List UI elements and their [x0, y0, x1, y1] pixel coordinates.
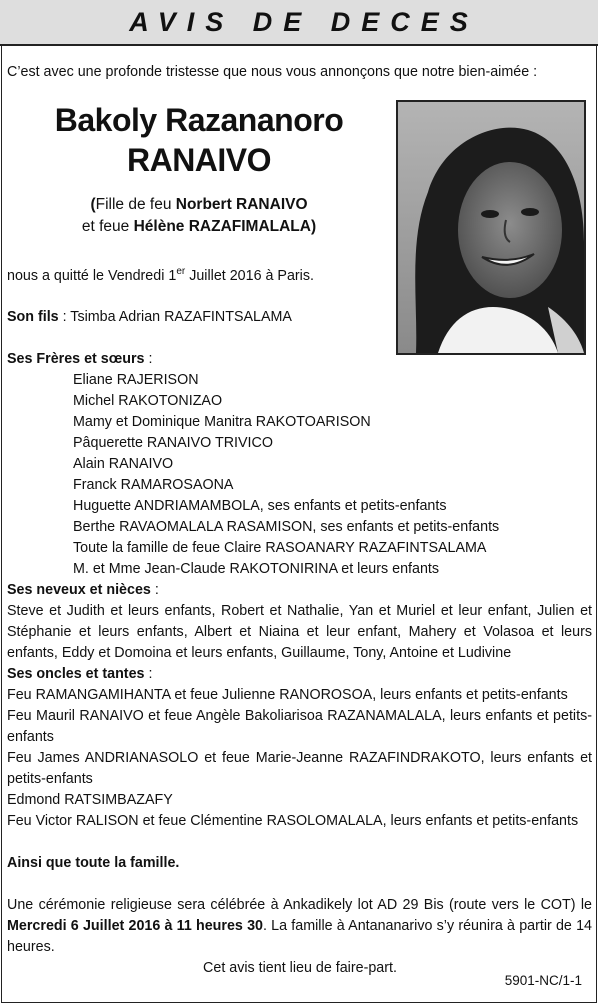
- list-item: Eliane RAJERISON: [73, 372, 199, 388]
- list-item: Alain RANAIVO: [73, 456, 174, 472]
- nephews-text: Steve et Judith et leurs enfants, Robert et Nathalie, Yan et Muriel et leur enfant, Julien et Stéphanie et leurs enfants, Albert et Niaina et leur enfant, Mahery et Volasoa et leurs enfants, Eddy et Domoina et leurs enfants, Guillaume, Tony, Antoine et Ludivine: [7, 603, 592, 661]
- list-item: Feu James ANDRIANASOLO et feue Marie-Jeanne RAZAFINDRAKOTO, leurs enfants et petits-enfants: [7, 750, 592, 787]
- ceremony-pre: Une cérémonie religieuse sera célébrée à Ankadikely lot AD 29 Bis (route vers le COT) le: [7, 897, 592, 913]
- siblings-heading: [7, 349, 152, 370]
- parent-line-mother: [40, 216, 358, 237]
- list-item: Toute la famille de feue Claire RASOANARY RAZAFINTSALAMA: [73, 540, 487, 556]
- list-item: M. et Mme Jean-Claude RAKOTONIRINA et leurs enfants: [73, 561, 440, 577]
- death-post: Juillet 2016 à Paris.: [185, 267, 314, 284]
- father-name: Norbert RANAIVO: [175, 196, 308, 213]
- death-sup: er: [176, 266, 186, 277]
- uncles-label: Ses oncles et tantes: [7, 666, 145, 682]
- nephews-colon: :: [150, 582, 159, 598]
- notice-title: AVIS DE DECES: [129, 6, 479, 37]
- list-item: Huguette ANDRIAMAMBOLA, ses enfants et petits-enfants: [73, 498, 447, 514]
- death-pre: nous a quitté le Vendredi 1: [7, 267, 177, 284]
- uncles-heading: [7, 664, 152, 685]
- portrait-image: [398, 102, 584, 353]
- son-label: Son fils: [7, 309, 59, 325]
- siblings-colon: :: [144, 351, 153, 367]
- list-item: Mamy et Dominique Manitra RAKOTOARISON: [73, 414, 371, 430]
- list-item: Feu Mauril RANAIVO et feue Angèle Bakoliarisoa RAZANAMALALA, leurs enfants et petits-enfants: [7, 708, 592, 745]
- death-line: [7, 261, 314, 287]
- ceremony-text: [7, 895, 592, 958]
- siblings-label: Ses Frères et sœurs: [7, 351, 145, 367]
- family-line: Ainsi que toute la famille.: [7, 855, 180, 871]
- parent-line-father: [40, 194, 358, 215]
- notice-header: [0, 0, 598, 46]
- list-item: Edmond RATSIMBAZAFY: [7, 792, 173, 808]
- nephews-heading: [7, 580, 159, 601]
- list-item: Pâquerette RANAIVO TRIVICO: [73, 435, 273, 451]
- reference-code: 5901-NC/1-1: [504, 973, 582, 988]
- list-item: Feu RAMANGAMIHANTA et feue Julienne RANOROSOA, leurs enfants et petits-enfants: [7, 687, 568, 703]
- intro-text: C’est avec une profonde tristesse que nous vous annonçons que notre bien-aimée :: [7, 64, 538, 80]
- uncles-colon: :: [144, 666, 153, 682]
- son-line: [7, 307, 292, 328]
- deceased-first-names: Bakoly Razananoro: [54, 102, 344, 138]
- list-item: Feu Victor RALISON et feue Clémentine RASOLOMALALA, leurs enfants et petits-enfants: [7, 813, 579, 829]
- deceased-surname: RANAIVO: [126, 142, 272, 178]
- mother-prefix: et feue: [81, 218, 134, 235]
- nephews-label: Ses neveux et nièces: [7, 582, 151, 598]
- paren-open: (: [90, 196, 96, 213]
- mother-name: Hélène RAZAFIMALALA): [133, 218, 317, 235]
- list-item: Berthe RAVAOMALALA RASAMISON, ses enfants et petits-enfants: [73, 519, 500, 535]
- ceremony-post: . La famille à Antananarivo s’y réunira à partir de 14 heures.: [7, 918, 592, 955]
- ceremony-date: Mercredi 6 Juillet 2016 à 11 heures 30: [7, 918, 263, 934]
- notice-line: Cet avis tient lieu de faire-part.: [203, 960, 397, 976]
- son-value: : Tsimba Adrian RAZAFINTSALAMA: [58, 309, 292, 325]
- father-prefix: Fille de feu: [95, 196, 176, 213]
- deceased-photo: [396, 100, 586, 355]
- list-item: Michel RAKOTONIZAO: [73, 393, 223, 409]
- list-item: Franck RAMAROSAONA: [73, 477, 234, 493]
